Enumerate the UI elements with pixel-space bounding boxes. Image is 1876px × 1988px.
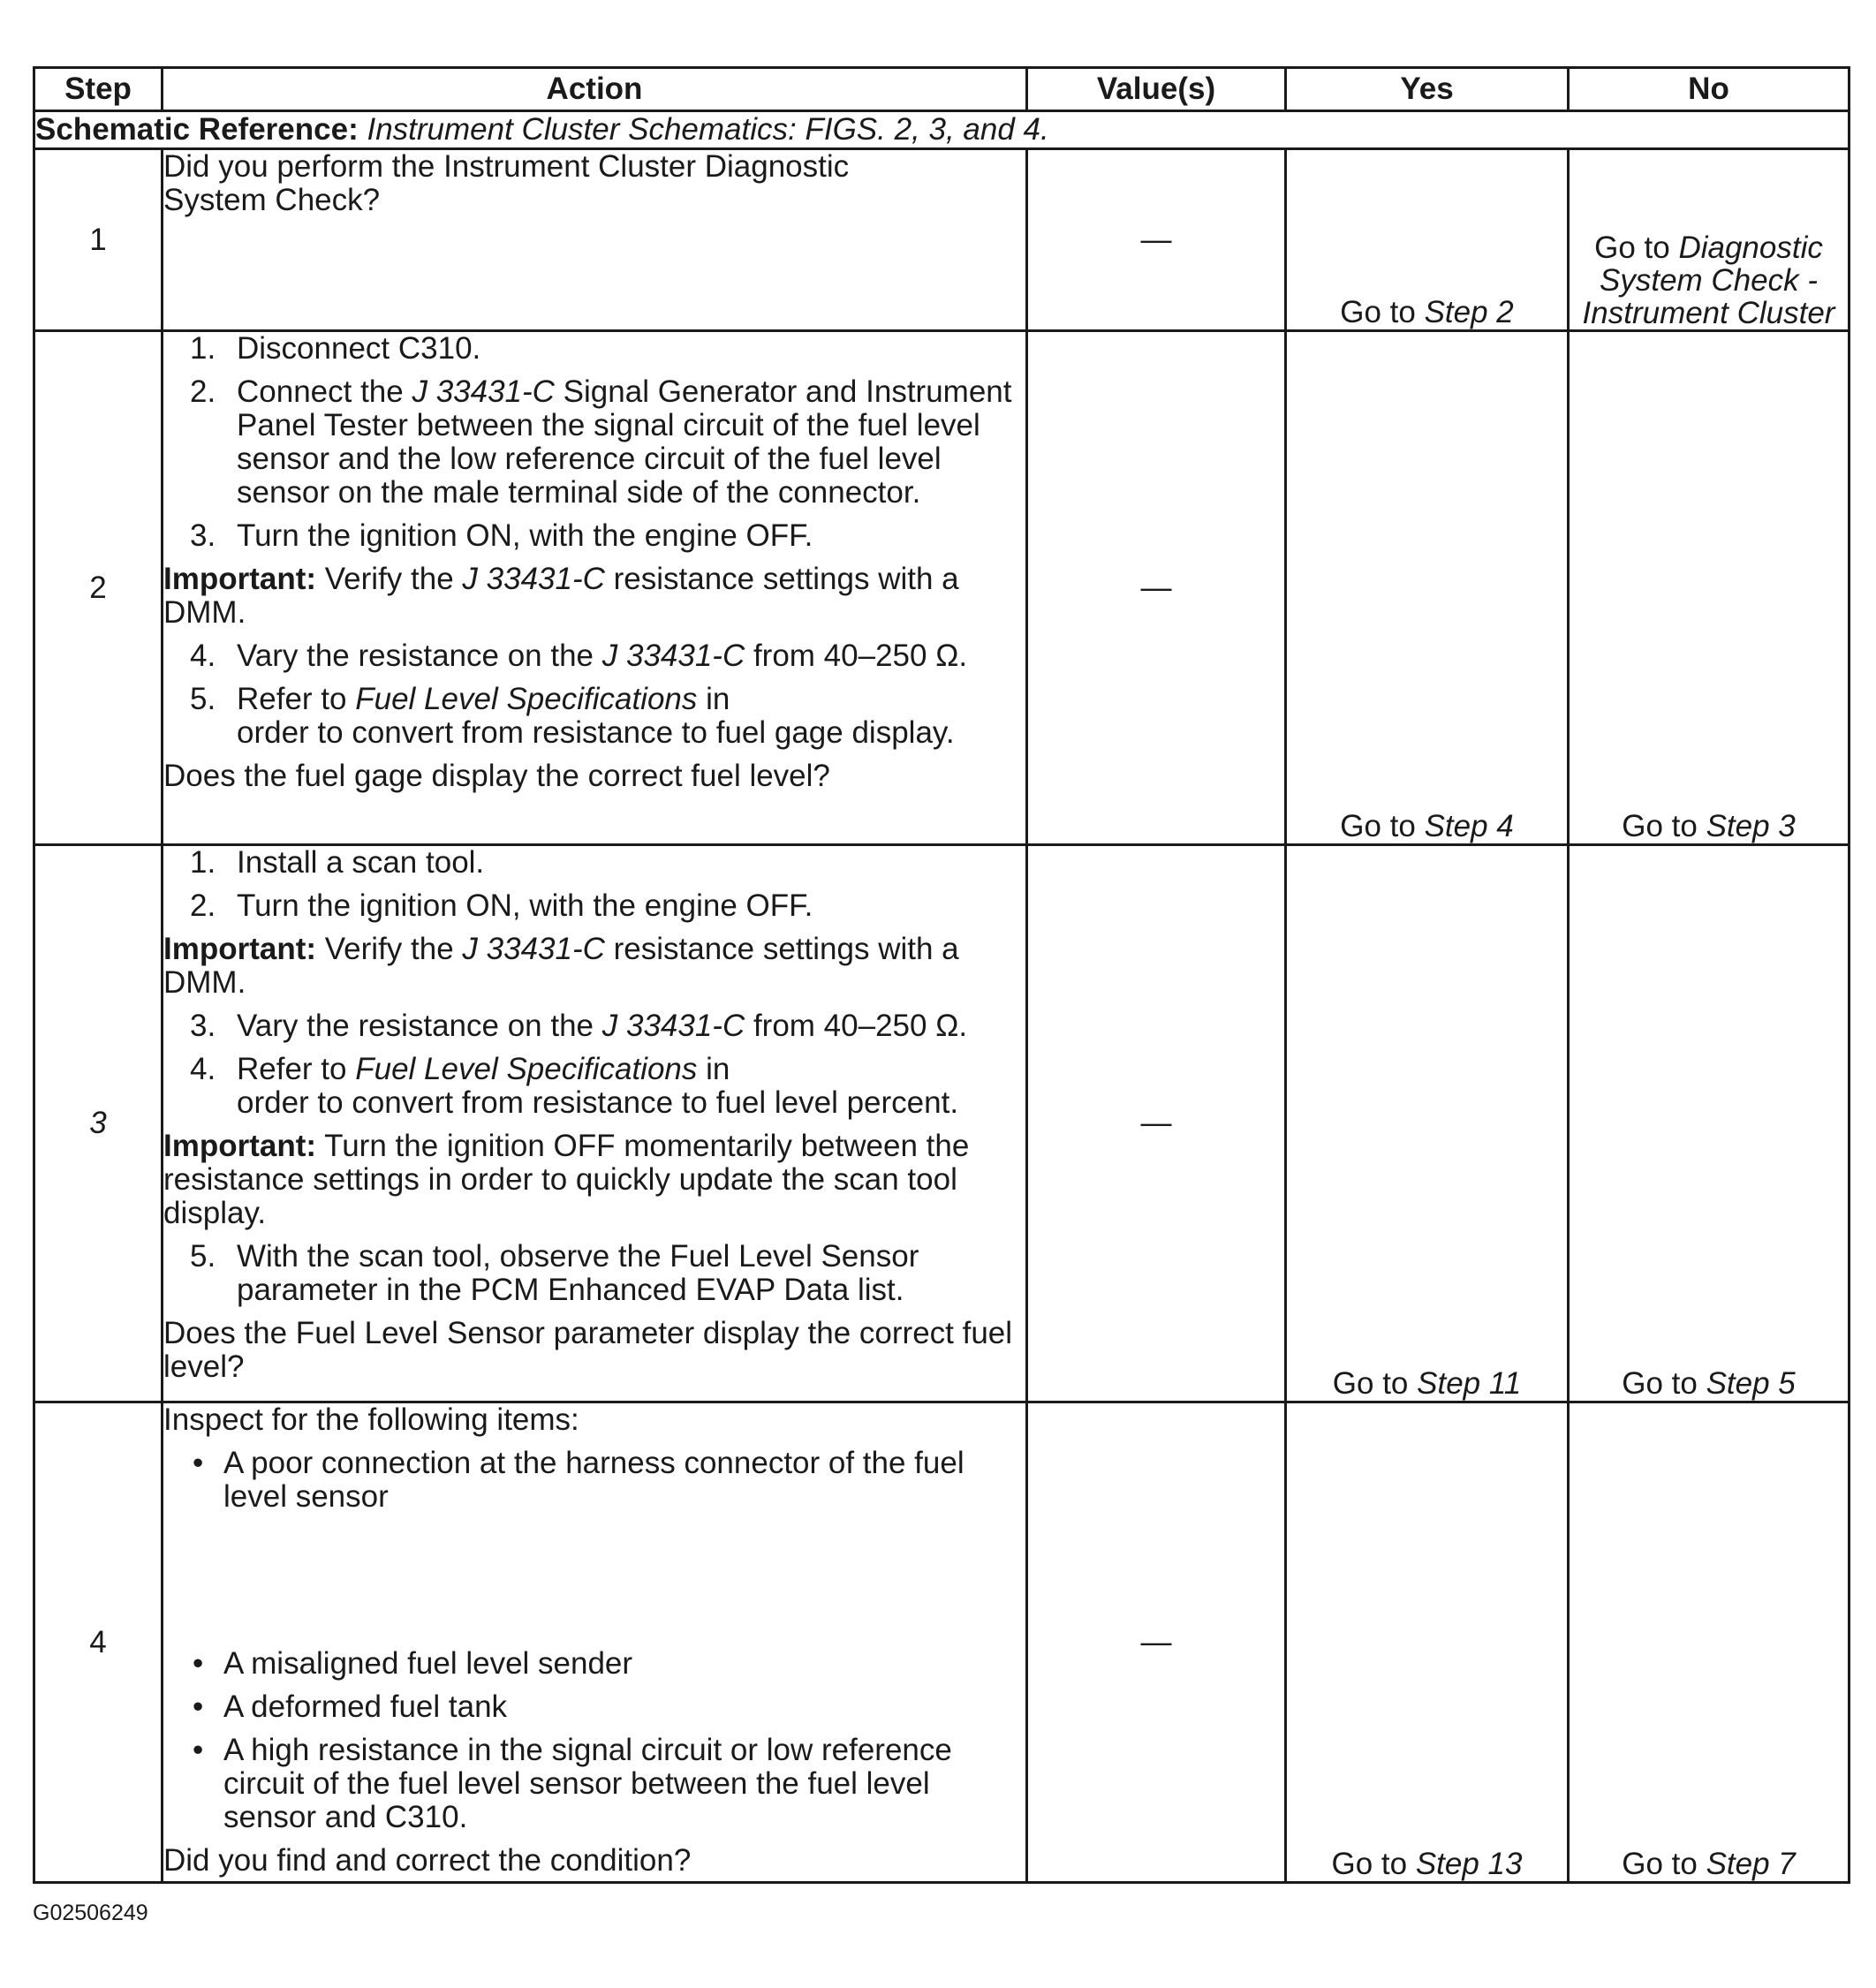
yes-cell xyxy=(1286,149,1569,331)
action-cell xyxy=(163,1402,1027,1883)
spec-ref[interactable]: Fuel Level Specifications xyxy=(355,1052,698,1086)
list-item: 3. Vary the resistance on the J 33431-C from 40–250 Ω. xyxy=(190,1009,968,1043)
header-values: Value(s) xyxy=(1027,68,1286,111)
step-row-1 xyxy=(34,149,1850,331)
important-note: Important: Verify the J 33431-C resistance settings with a DMM. xyxy=(163,932,959,1000)
spec-ref[interactable]: Fuel Level Specifications xyxy=(355,682,698,716)
no-cell: Go to Step 7 xyxy=(1569,1402,1850,1883)
value-cell: — xyxy=(1027,149,1286,331)
schematic-reference xyxy=(34,111,1850,149)
yes-link[interactable]: Step 11 xyxy=(1417,1366,1522,1401)
tool-ref: J 33431-C xyxy=(601,639,745,673)
step-row-2 xyxy=(34,331,1850,845)
no-link[interactable]: Diagnostic System Check - Instrument Cluster xyxy=(1582,231,1835,330)
header-step: Step xyxy=(34,68,163,111)
step-number: 1 xyxy=(34,149,163,331)
action-cell xyxy=(163,149,1027,331)
important-note: Important: Turn the ignition OFF momentarily between the resistance settings in order to quickly update the scan tool display. xyxy=(163,1129,970,1230)
list-item: 5. Refer to Fuel Level Specifications in order to convert from resistance to fuel gage display. xyxy=(190,682,955,750)
no-link[interactable]: Step 5 xyxy=(1706,1366,1796,1401)
step-row-3 xyxy=(34,845,1850,1402)
action-cell xyxy=(163,331,1027,845)
yes-link[interactable]: Step 4 xyxy=(1424,809,1514,843)
important-note: Important: Verify the J 33431-C resistance settings with a DMM. xyxy=(163,562,959,630)
step-row-4 xyxy=(34,1402,1850,1883)
yes-link[interactable]: Step 13 xyxy=(1415,1847,1523,1881)
step-number: 3 xyxy=(34,845,163,1402)
yes-cell: Go to Step 4 xyxy=(1286,331,1569,845)
tool-ref: J 33431-C xyxy=(412,374,555,409)
no-cell xyxy=(1569,149,1850,331)
list-item: • A high resistance in the signal circuit or low reference circuit of the fuel level sensor between the fuel level sensor and C310. xyxy=(193,1733,952,1834)
list-item: 2. Connect the J 33431-C Signal Generator and Instrument Panel Tester between the signal circuit of the fuel level sensor and the low reference circuit of the fuel level sensor on the male terminal side of the connector. xyxy=(190,374,1012,510)
value-cell: — xyxy=(1027,331,1286,845)
schematic-label: Schematic Reference: xyxy=(35,112,359,147)
schematic-row xyxy=(34,111,1850,149)
header-action: Action xyxy=(163,68,1027,111)
action-question: Does the fuel gage display the correct fuel level? xyxy=(163,759,830,793)
spacer xyxy=(163,1523,1025,1647)
list-item: • A deformed fuel tank xyxy=(193,1689,508,1724)
list-item: • A poor connection at the harness connector of the fuel level sensor xyxy=(193,1446,964,1514)
no-link[interactable]: Step 7 xyxy=(1706,1847,1796,1881)
figure-id: G02506249 xyxy=(33,1901,148,1925)
action-question: Does the Fuel Level Sensor parameter display the correct fuel level? xyxy=(163,1316,1013,1384)
header-yes: Yes xyxy=(1286,68,1569,111)
action-question: Did you find and correct the condition? xyxy=(163,1843,692,1878)
tool-ref: J 33431-C xyxy=(462,932,605,966)
yes-prefix: Go to xyxy=(1340,295,1425,329)
inspect-intro: Inspect for the following items: xyxy=(163,1402,579,1437)
no-prefix: Go to xyxy=(1594,231,1679,265)
list-item: 1. Disconnect C310. xyxy=(190,331,481,366)
list-item: • A misaligned fuel level sender xyxy=(193,1646,633,1681)
action-question: Did you perform the Instrument Cluster Diagnostic System Check? xyxy=(163,149,850,217)
list-item: 4. Vary the resistance on the J 33431-C from 40–250 Ω. xyxy=(190,639,968,673)
yes-link[interactable]: Step 2 xyxy=(1424,295,1514,329)
step-number: 2 xyxy=(34,331,163,845)
no-link[interactable]: Step 3 xyxy=(1706,809,1796,843)
yes-cell: Go to Step 13 xyxy=(1286,1402,1569,1883)
schematic-text: Instrument Cluster Schematics: FIGS. 2, 3, and 4. xyxy=(367,112,1049,147)
list-item: 5. With the scan tool, observe the Fuel Level Sensor parameter in the PCM Enhanced EVAP Data list. xyxy=(190,1239,919,1307)
tool-ref: J 33431-C xyxy=(462,562,605,596)
step-number: 4 xyxy=(34,1402,163,1883)
diagnostic-table xyxy=(33,66,1850,1884)
list-item: 2. Turn the ignition ON, with the engine OFF. xyxy=(190,888,813,923)
no-cell: Go to Step 3 xyxy=(1569,331,1850,845)
tool-ref: J 33431-C xyxy=(601,1009,745,1043)
list-item: 4. Refer to Fuel Level Specifications in order to convert from resistance to fuel level percent. xyxy=(190,1052,959,1120)
list-item: 3. Turn the ignition ON, with the engine OFF. xyxy=(190,518,813,553)
action-cell xyxy=(163,845,1027,1402)
header-row xyxy=(34,68,1850,111)
value-cell: — xyxy=(1027,1402,1286,1883)
no-cell: Go to Step 5 xyxy=(1569,845,1850,1402)
yes-cell: Go to Step 11 xyxy=(1286,845,1569,1402)
list-item: 1. Install a scan tool. xyxy=(190,845,485,880)
value-cell: — xyxy=(1027,845,1286,1402)
header-no: No xyxy=(1569,68,1850,111)
